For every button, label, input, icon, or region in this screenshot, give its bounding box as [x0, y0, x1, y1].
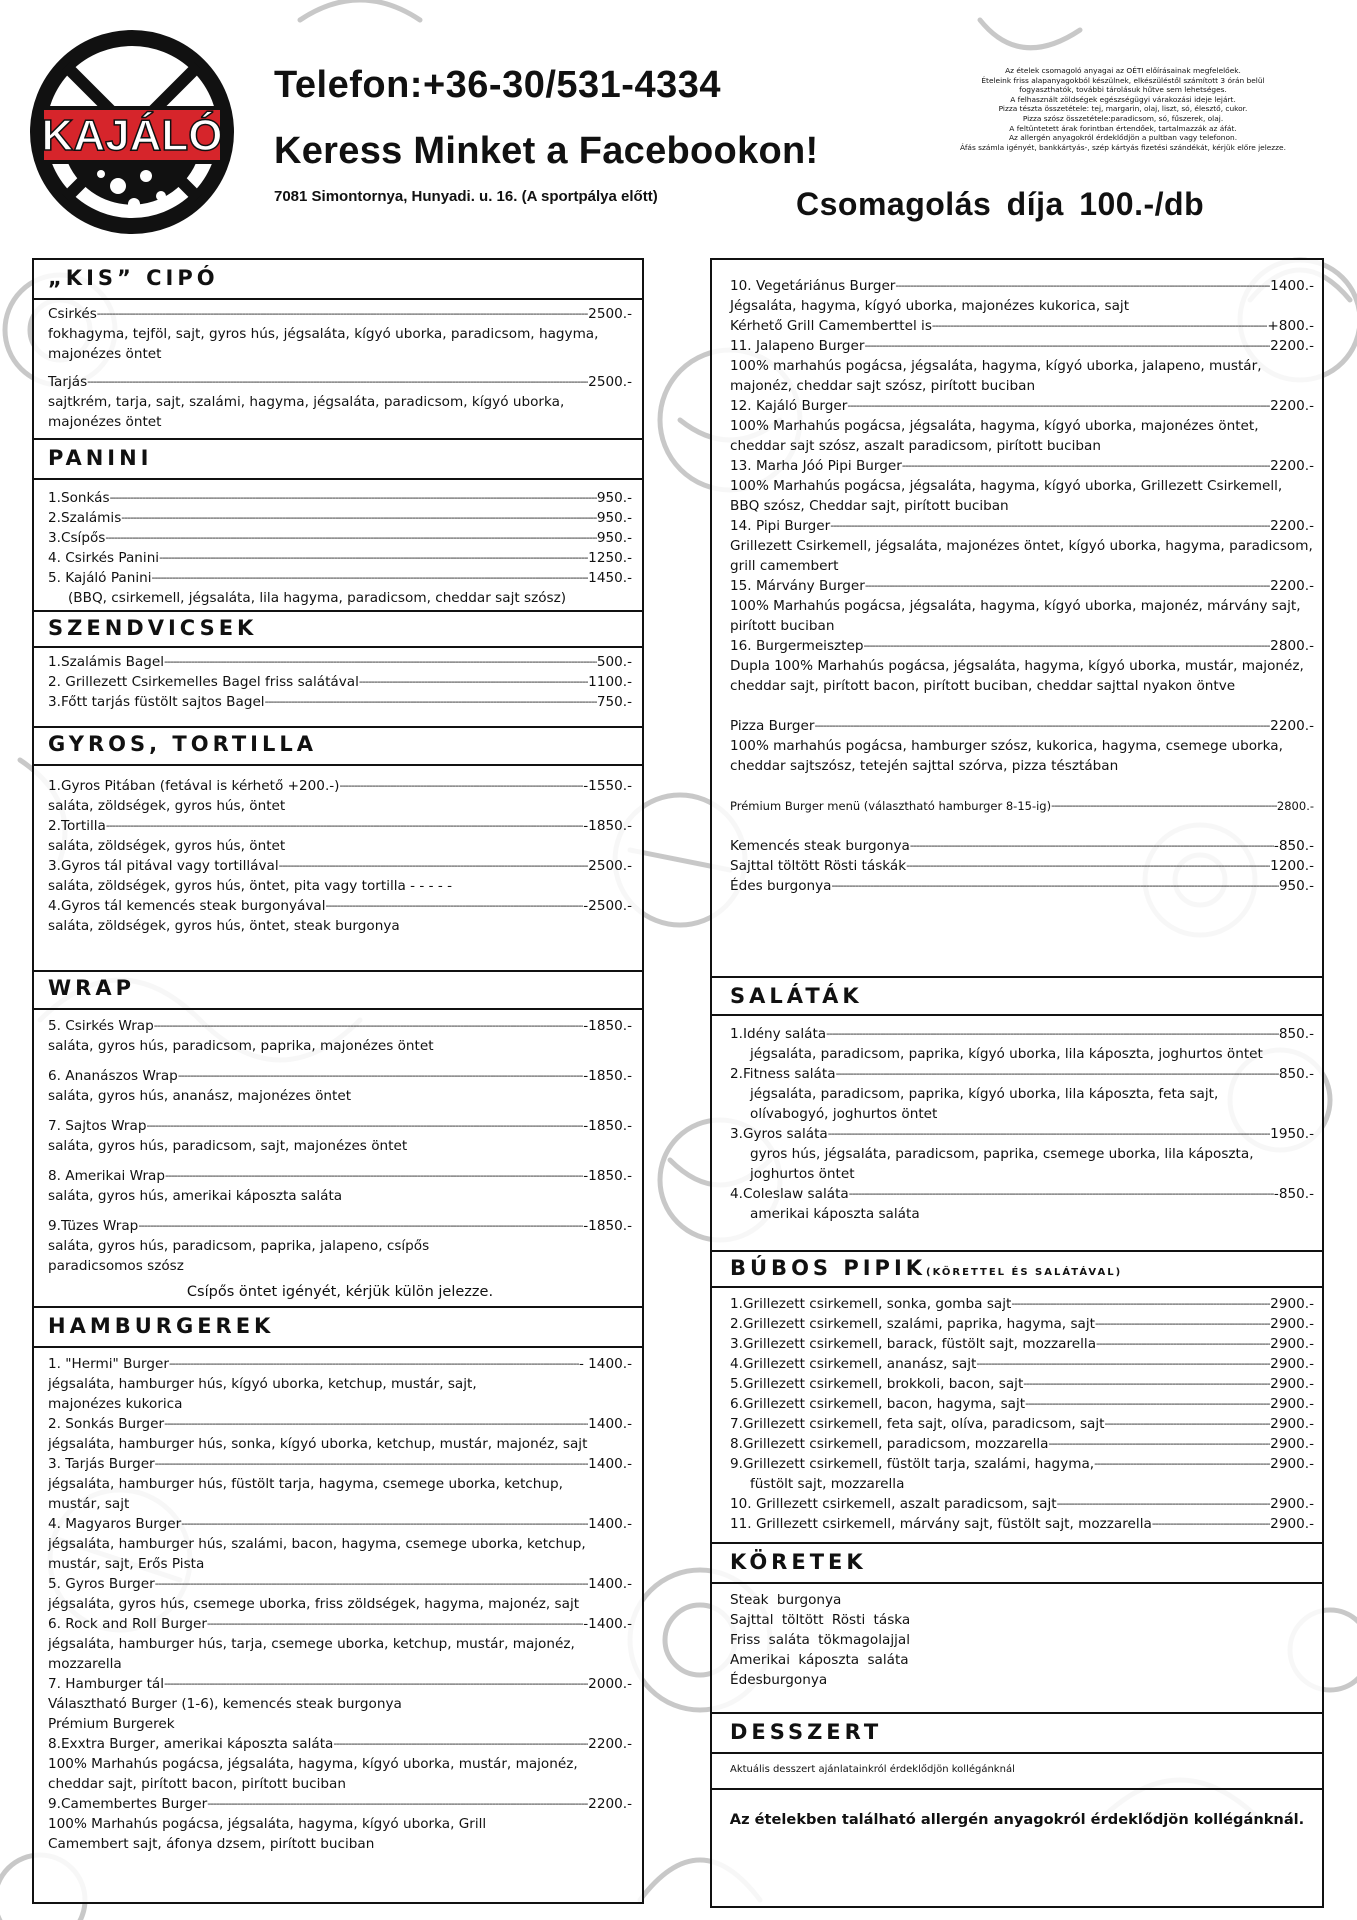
menu-item: 2. Sonkás Burger ----- 1400.-	[48, 1414, 632, 1434]
section-subtitle: (KÖRETTEL ÉS SALÁTÁVAL)	[926, 1267, 1123, 1278]
menu-item: 11. Jalapeno Burger ----- 2200.-	[730, 336, 1314, 356]
address: 7081 Simontornya, Hunyadi. u. 16. (A sportpálya előtt)	[274, 188, 658, 205]
legal-notice	[938, 66, 1308, 152]
menu-item: Tarjás ----- 2500.-	[48, 372, 632, 392]
menu-item: 3.Gyros saláta ----- 1950.-	[730, 1124, 1314, 1144]
koretek-list	[730, 1590, 1314, 1690]
menu-item: Kemencés steak burgonya ----- -850.-	[730, 836, 1314, 856]
notice-line: Pizza tészta összetétele: tej, margarin, olaj, liszt, só, élesztő, cukor.	[998, 104, 1248, 114]
section-title-hamburgerek: HAMBURGEREK	[48, 1314, 275, 1338]
wrap-list	[48, 1016, 632, 1302]
menu-item-desc: 100% marhahús pogácsa, hamburger szósz, kukorica, hagyma, csemege uborka, cheddar sajtszósz, tetején sajttal szórva, pizza tésztában	[730, 738, 1283, 774]
menu-item-desc: jégsaláta, paradicsom, paprika, kígyó uborka, lila káposzta, feta sajt, olívabogyó, joghurtos öntet	[750, 1086, 1219, 1122]
notice-line: A felhasznált zöldségek egészségügyi várakozási ideje lejárt.	[1010, 94, 1236, 104]
menu-item: 2. Grillezett Csirkemelles Bagel friss salátával ----- 1100.-	[48, 672, 632, 692]
menu-item: 2.Grillezett csirkemell, szalámi, paprika, hagyma, sajt ----- 2900.-	[730, 1314, 1314, 1334]
menu-item: 3.Főtt tarjás füstölt sajtos Bagel ----- 750.-	[48, 692, 632, 712]
section-title-koretek: KÖRETEK	[730, 1550, 867, 1574]
menu-item: 1.Sonkás ----- 950.-	[48, 488, 632, 508]
hamburgerek-list	[48, 1354, 632, 1854]
menu-item-desc: sajtkrém, tarja, sajt, szalámi, hagyma, jégsaláta, paradicsom, kígyó uborka, majonézes öntet	[48, 394, 565, 430]
logo-text: KAJÁLÓ	[41, 111, 223, 160]
menu-item-desc: saláta, zöldségek, gyros hús, öntet, steak burgonya	[48, 918, 400, 934]
menu-item-desc: (BBQ, csirkemell, jégsaláta, lila hagyma, paradicsom, cheddar sajt szósz)	[68, 590, 567, 606]
menu-item-desc: 100% Marhahús pogácsa, jégsaláta, hagyma, kígyó uborka, mustár, majonéz, cheddar sajt, pirított bacon, pirított buciban	[48, 1756, 578, 1792]
menu-item-desc: 100% Marhahús pogácsa, jégsaláta, hagyma, kígyó uborka, majonéz, márvány sajt, pirított buciban	[730, 598, 1301, 634]
menu-item: Pizza Burger ----- 2200.-	[730, 716, 1314, 736]
menu-item-desc: saláta, gyros hús, paradicsom, paprika, jalapeno, csípős paradicsomos szósz	[48, 1238, 430, 1274]
section-title-panini: PANINI	[48, 446, 153, 470]
menu-item-desc: 100% marhahús pogácsa, jégsaláta, hagyma, kígyó uborka, jalapeno, mustár, majonéz, cheddar sajt szósz, pirított buciban	[730, 358, 1262, 394]
menu-item-desc: saláta, gyros hús, paradicsom, sajt, majonézes öntet	[48, 1138, 408, 1154]
menu-item: 9.Grillezett csirkemell, füstölt tarja, szalámi, hagyma, ----- 2900.-	[730, 1454, 1314, 1474]
menu-item-desc: jégsaláta, hamburger hús, tarja, csemege uborka, ketchup, mustár, majonéz, mozzarella	[48, 1636, 575, 1672]
menu-item: 9.Camembertes Burger ----- 2200.-	[48, 1794, 632, 1814]
menu-item: 11. Grillezett csirkemell, márvány sajt, füstölt sajt, mozzarella ----- 2900.-	[730, 1514, 1314, 1534]
kis-cipo-list	[48, 304, 632, 432]
menu-item: Csirkés ----- 2500.-	[48, 304, 632, 324]
notice-line: fogyaszthatók, további tárolásuk hűtve sem lehetséges.	[1019, 85, 1227, 95]
menu-item: 3.Gyros tál pitával vagy tortillával ----- 2500.-	[48, 856, 632, 876]
menu-item: Kérhető Grill Camemberttel is ----- +800.-	[730, 316, 1314, 336]
menu-item: 8.Grillezett csirkemell, paradicsom, mozzarella ----- 2900.-	[730, 1434, 1314, 1454]
section-title-salatak: SALÁTÁK	[730, 984, 863, 1008]
section-title-kis-cipo: „KIS” CIPÓ	[48, 266, 219, 290]
packaging-fee: Csomagolás díja 100.-/db	[796, 186, 1205, 222]
menu-item: 4. Csirkés Panini ----- 1250.-	[48, 548, 632, 568]
menu-item: 2.Szalámis ----- 950.-	[48, 508, 632, 528]
premium-burger-heading: Prémium Burgerek	[48, 1716, 175, 1732]
menu-item-desc: 100% Marhahús pogácsa, jégsaláta, hagyma, kígyó uborka, Grill Camembert sajt, áfonya dzsem, pirított buciban	[48, 1816, 487, 1852]
menu-item-desc: füstölt sajt, mozzarella	[750, 1476, 905, 1492]
menu-item: Prémium Burger menü (választható hamburger 8-15-ig) ----- 2800.-	[730, 796, 1314, 816]
menu-item: 3.Csípős ----- 950.-	[48, 528, 632, 548]
allergen-note: Az ételekben található allergén anyagokról érdeklődjön kollégánknál.	[729, 1811, 1305, 1828]
menu-item: 1.Szalámis Bagel ----- 500.-	[48, 652, 632, 672]
szendvicsek-list	[48, 652, 632, 712]
menu-item-desc: 100% Marhahús pogácsa, jégsaláta, hagyma, kígyó uborka, majonézes öntet, cheddar sajt szósz, aszalt paradicsom, pirított buciban	[730, 418, 1259, 454]
side-item: Édesburgonya	[730, 1672, 828, 1688]
menu-item: 3.Grillezett csirkemell, barack, füstölt sajt, mozzarella ----- 2900.-	[730, 1334, 1314, 1354]
menu-item: 7. Sajtos Wrap ----- -1850.-	[48, 1116, 632, 1136]
menu-item-desc: Jégsaláta, hagyma, kígyó uborka, majonézes kukorica, sajt	[730, 298, 1130, 314]
notice-line: Áfás számla igényét, bankkártyás-, szép kártyás fizetési szándékát, kérjük előre jelezze.	[960, 142, 1286, 152]
wrap-note: Csípős öntet igényét, kérjük külön jelezze.	[186, 1284, 494, 1300]
menu-item-desc: saláta, zöldségek, gyros hús, öntet, pita vagy tortilla - - - - -	[48, 878, 452, 894]
notice-line: Az allergén anyagokról érdeklődjön a pultban vagy telefonon.	[1008, 133, 1238, 143]
gyros-list	[48, 776, 632, 936]
menu-item-desc: jégsaláta, gyros hús, csemege uborka, friss zöldségek, hagyma, majonéz, sajt	[48, 1596, 580, 1612]
menu-item: 6. Ananászos Wrap ----- -1850.-	[48, 1066, 632, 1086]
notice-line: Az ételek csomagoló anyagai az OÉTI előírásainak megfelelőek.	[1005, 66, 1241, 75]
menu-item-desc: 100% Marhahús pogácsa, jégsaláta, hagyma, kígyó uborka, Grillezett Csirkemell, BBQ szósz, Cheddar sajt, pirított buciban	[730, 478, 1283, 514]
side-item: Sajttal töltött Rösti táska	[730, 1612, 911, 1628]
bubos-pipik-list	[730, 1294, 1314, 1534]
menu-item-desc: amerikai káposzta saláta	[750, 1206, 920, 1222]
burgers-right-list	[730, 276, 1314, 896]
menu-item: 5.Grillezett csirkemell, brokkoli, bacon, sajt ----- 2900.-	[730, 1374, 1314, 1394]
menu-item-desc: jégsaláta, hamburger hús, kígyó uborka, ketchup, mustár, sajt, majonézes kukorica	[48, 1376, 477, 1412]
menu-item: 4. Magyaros Burger ----- 1400.-	[48, 1514, 632, 1534]
menu-item: 1.Idény saláta ----- 850.-	[730, 1024, 1314, 1044]
menu-item-desc: jégsaláta, paradicsom, paprika, kígyó uborka, lila káposzta, joghurtos öntet	[750, 1046, 1263, 1062]
menu-item-desc: gyros hús, jégsaláta, paradicsom, paprika, csemege uborka, lila káposzta, joghurtos öntet	[750, 1146, 1254, 1182]
menu-item-desc: fokhagyma, tejföl, sajt, gyros hús, jégsaláta, kígyó uborka, paradicsom, hagyma, majonézes öntet	[48, 326, 599, 362]
menu-item: 9.Tüzes Wrap ----- -1850.-	[48, 1216, 632, 1236]
notice-line: Ételeink friss alapanyagokból készülnek, elkészüléstől számított 3 órán belül	[981, 75, 1265, 85]
menu-item-desc: saláta, zöldségek, gyros hús, öntet	[48, 838, 286, 854]
menu-item: 7. Hamburger tál ----- 2000.-	[48, 1674, 632, 1694]
side-item: Amerikai káposzta saláta	[730, 1652, 909, 1668]
menu-item: 12. Kajáló Burger ----- 2200.-	[730, 396, 1314, 416]
menu-item: 15. Márvány Burger ----- 2200.-	[730, 576, 1314, 596]
menu-item-desc: saláta, gyros hús, ananász, majonézes öntet	[48, 1088, 352, 1104]
menu-item: 13. Marha Jóó Pipi Burger ----- 2200.-	[730, 456, 1314, 476]
menu-item-desc: saláta, gyros hús, paradicsom, paprika, majonézes öntet	[48, 1038, 434, 1054]
right-lower-panel	[710, 976, 1324, 1908]
phone-number: Telefon:+36-30/531-4334	[274, 64, 721, 106]
menu-item: 10. Vegetáriánus Burger ----- 1400.-	[730, 276, 1314, 296]
menu-item: 3. Tarjás Burger ----- 1400.-	[48, 1454, 632, 1474]
menu-item: 7.Grillezett csirkemell, feta sajt, olíva, paradicsom, sajt ----- 2900.-	[730, 1414, 1314, 1434]
section-title-desszert: DESSZERT	[730, 1720, 883, 1744]
menu-item-desc: saláta, zöldségek, gyros hús, öntet	[48, 798, 286, 814]
menu-item: 14. Pipi Burger ----- 2200.-	[730, 516, 1314, 536]
facebook-tagline: Keress Minket a Facebookon!	[274, 130, 819, 172]
right-burgers-panel	[710, 258, 1324, 978]
section-title-gyros: GYROS, TORTILLA	[48, 732, 317, 756]
menu-item: 6.Grillezett csirkemell, bacon, hagyma, sajt ----- 2900.-	[730, 1394, 1314, 1414]
menu-item-desc: Választható Burger (1-6), kemencés steak burgonya	[48, 1696, 402, 1712]
kajalo-logo	[26, 26, 238, 238]
side-item: Steak burgonya	[730, 1592, 842, 1608]
menu-item: 1.Gyros Pitában (fetával is kérhető +200.-) ----- -1550.-	[48, 776, 632, 796]
menu-item: Sajttal töltött Rösti táskák ----- 1200.-	[730, 856, 1314, 876]
notice-line: Pizza szósz összetétele:paradicsom, só, fűszerek, olaj.	[1022, 113, 1224, 123]
notice-line: A feltüntetett árak forintban értendőek, tartalmazzák az áfát.	[1009, 123, 1237, 133]
desszert-note: Aktuális desszert ajánlatainkról érdeklődjön kollégánknál	[730, 1764, 1015, 1775]
salatak-list	[730, 1024, 1314, 1224]
menu-item: 8. Amerikai Wrap ----- -1850.-	[48, 1166, 632, 1186]
menu-item: Édes burgonya ----- 950.-	[730, 876, 1314, 896]
menu-item: 5. Gyros Burger ----- 1400.-	[48, 1574, 632, 1594]
menu-item-desc: jégsaláta, hamburger hús, szalámi, bacon, hagyma, csemege uborka, ketchup, mustár, sajt, Erős Pista	[48, 1536, 586, 1572]
menu-item-desc: jégsaláta, hamburger hús, füstölt tarja, hagyma, csemege uborka, ketchup, mustár, sajt	[48, 1476, 563, 1512]
section-title-bubos-pipik: BÚBOS PIPIK(KÖRETTEL ÉS SALÁTÁVAL)	[730, 1256, 1123, 1280]
menu-item: 4.Gyros tál kemencés steak burgonyával ----- -2500.-	[48, 896, 632, 916]
menu-item: 1. "Hermi" Burger ----- - 1400.-	[48, 1354, 632, 1374]
menu-item: 1.Grillezett csirkemell, sonka, gomba sajt ----- 2900.-	[730, 1294, 1314, 1314]
menu-item: 8.Exxtra Burger, amerikai káposzta saláta ----- 2200.-	[48, 1734, 632, 1754]
menu-item: 5. Kajáló Panini ----- 1450.-	[48, 568, 632, 588]
left-menu-panel	[32, 258, 644, 1904]
section-title-szendvicsek: SZENDVICSEK	[48, 616, 258, 640]
menu-item-desc: saláta, gyros hús, amerikai káposzta saláta	[48, 1188, 343, 1204]
menu-item: 10. Grillezett csirkemell, aszalt paradicsom, sajt ----- 2900.-	[730, 1494, 1314, 1514]
side-item: Friss saláta tökmagolajjal	[730, 1632, 910, 1648]
section-title-wrap: WRAP	[48, 976, 135, 1000]
menu-item: 5. Csirkés Wrap ----- -1850.-	[48, 1016, 632, 1036]
menu-item-desc: Grillezett Csirkemell, jégsaláta, majonézes öntet, kígyó uborka, hagyma, paradicsom, grill camembert	[730, 538, 1313, 574]
menu-item: 4.Coleslaw saláta ----- -850.-	[730, 1184, 1314, 1204]
menu-item: 2.Fitness saláta ----- 850.-	[730, 1064, 1314, 1084]
menu-item: 2.Tortilla ----- -1850.-	[48, 816, 632, 836]
menu-item-desc: jégsaláta, hamburger hús, sonka, kígyó uborka, ketchup, mustár, majonéz, sajt	[48, 1436, 588, 1452]
menu-item: 16. Burgermeisztер ----- 2800.-	[730, 636, 1314, 656]
panini-list	[48, 488, 632, 608]
menu-item: 4.Grillezett csirkemell, ananász, sajt ----- 2900.-	[730, 1354, 1314, 1374]
menu-item: 6. Rock and Roll Burger ----- -1400.-	[48, 1614, 632, 1634]
menu-item-desc: Dupla 100% Marhahús pogácsa, jégsaláta, hagyma, kígyó uborka, mustár, majonéz, cheddar sajt, pirított bacon, pirított buciban, cheddar sajttal nyakon öntve	[730, 658, 1304, 694]
